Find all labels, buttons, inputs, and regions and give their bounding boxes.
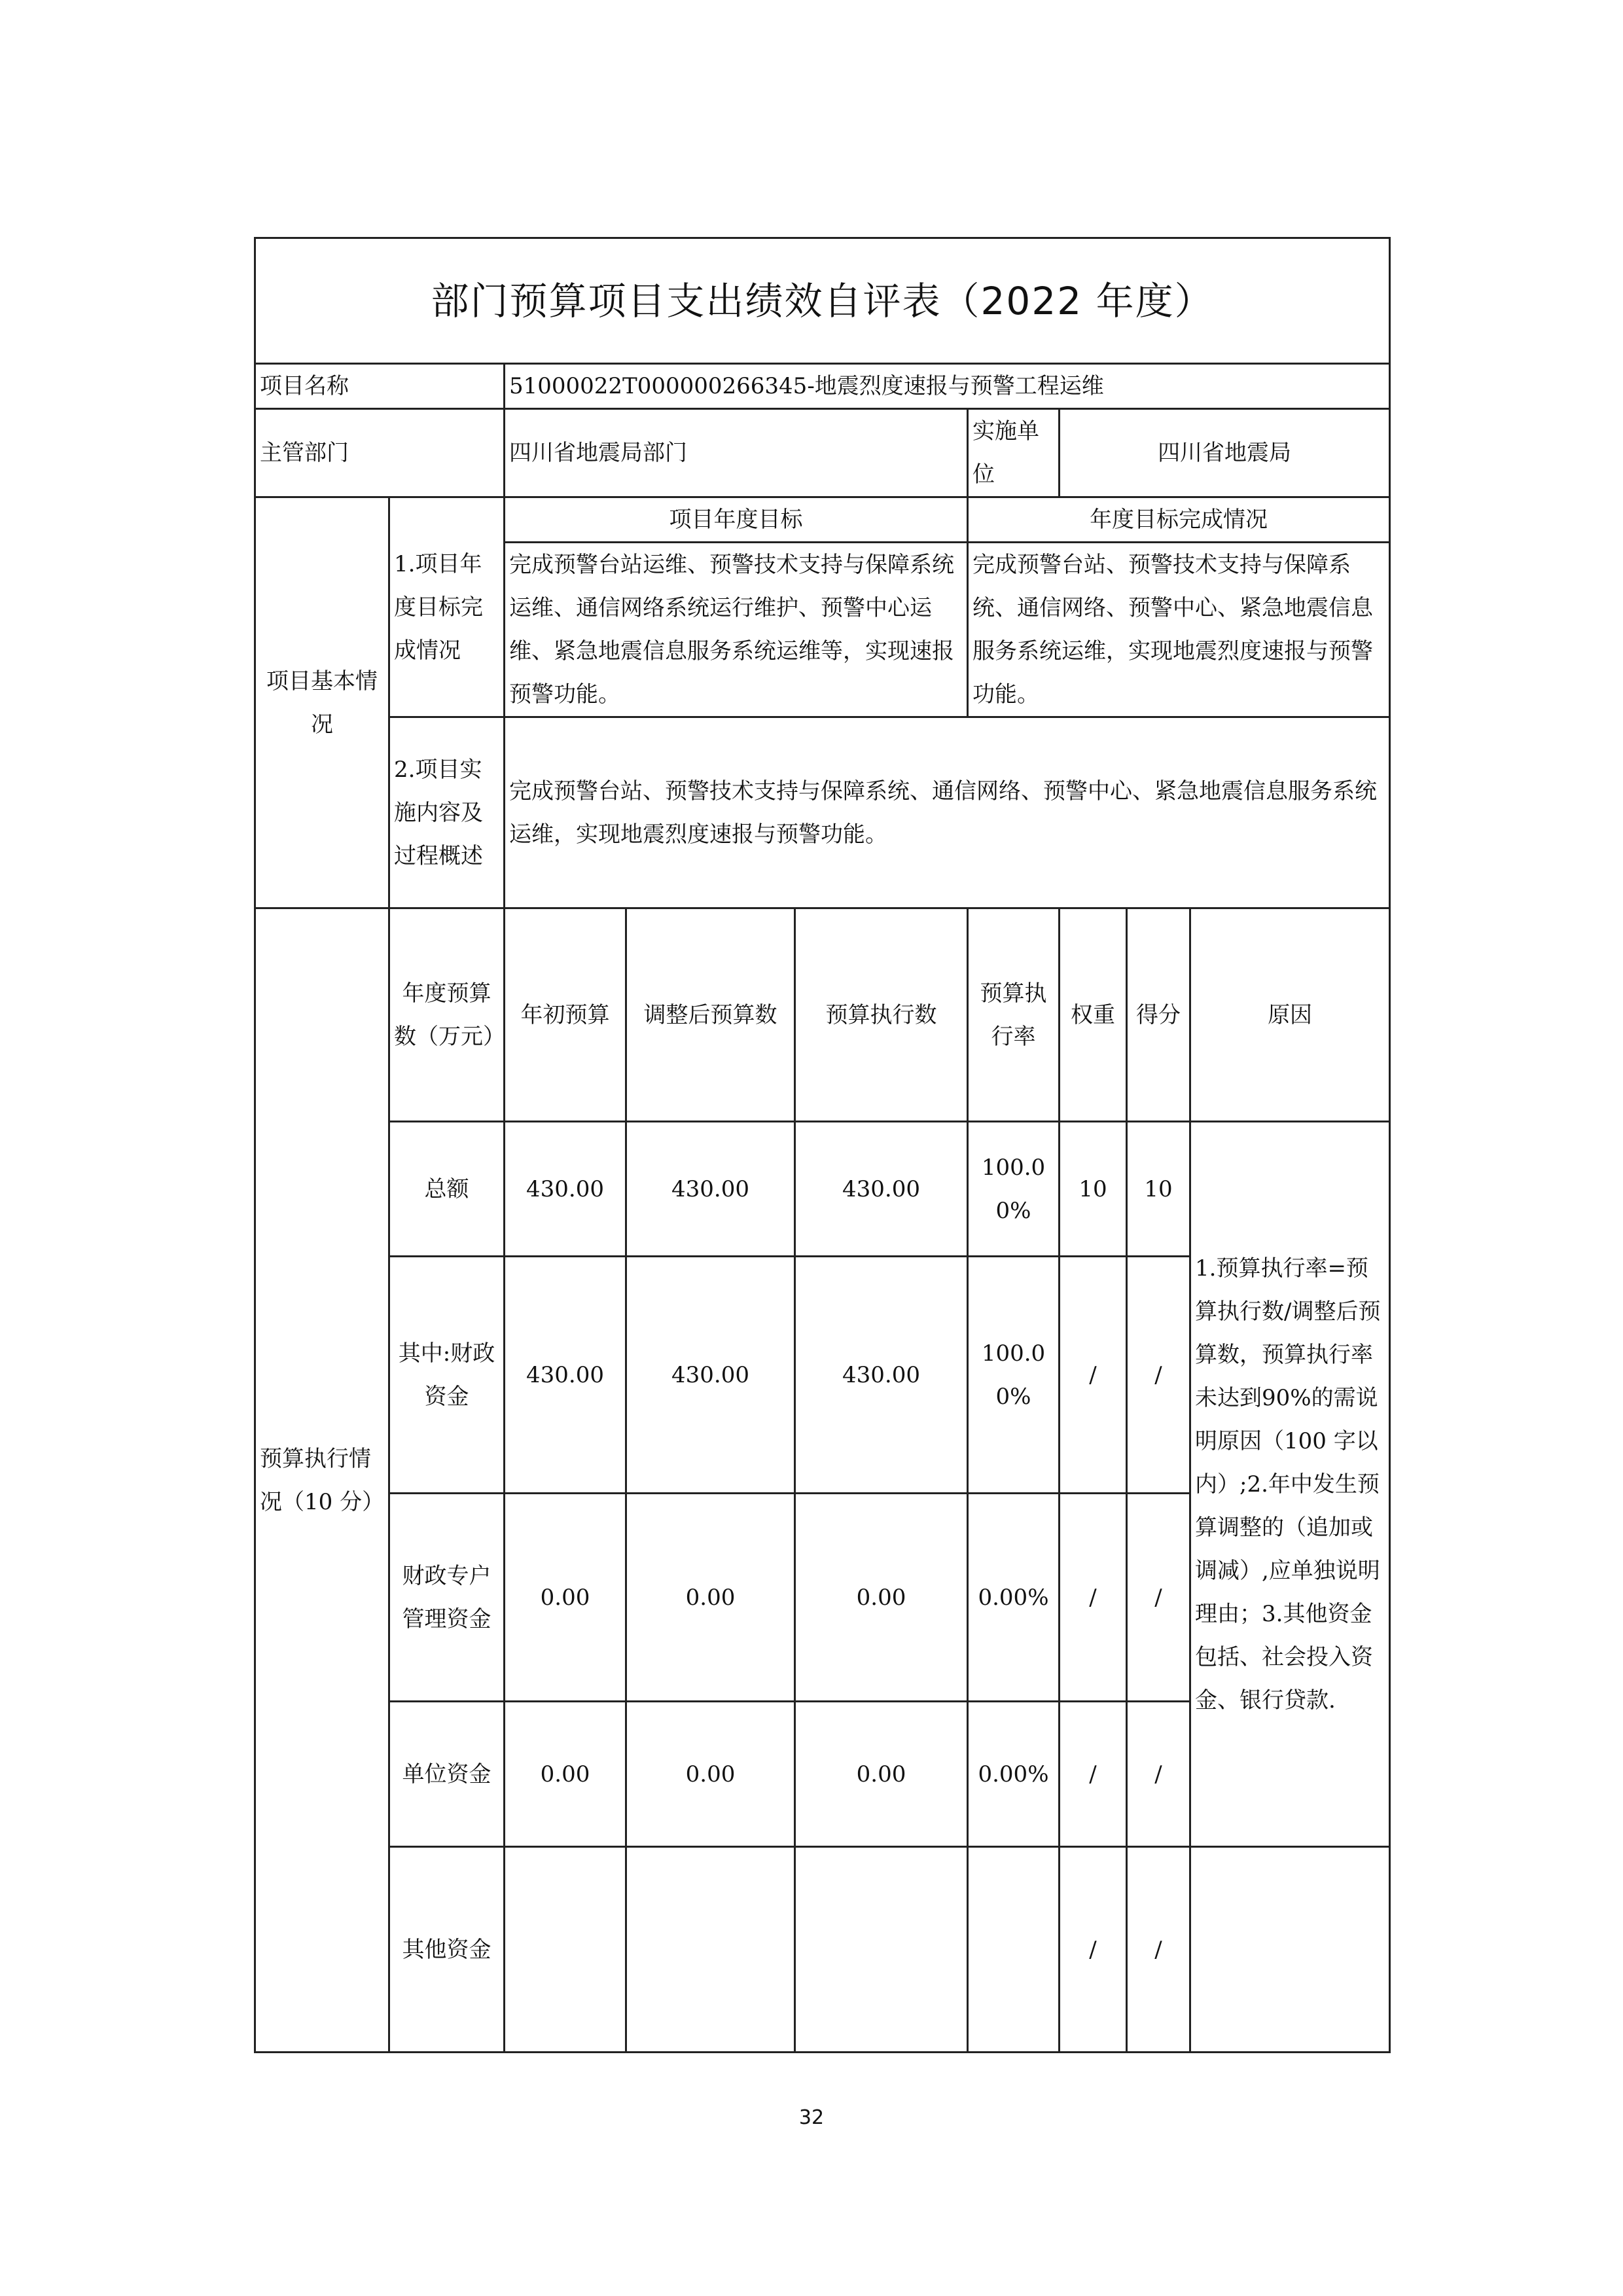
cell-executed: 430.00 bbox=[795, 1122, 968, 1257]
self-evaluation-table bbox=[254, 237, 1391, 2053]
goal-text: 完成预警台站运维、预警技术支持与保障系统运维、通信网络系统运行维护、预警中心运维、紧急地震信息服务系统运维等，实现速报预警功能。 bbox=[505, 543, 968, 717]
cell-score: / bbox=[1127, 1847, 1190, 2053]
row-label: 其他资金 bbox=[389, 1847, 505, 2053]
header-execution-rate: 预算执行率 bbox=[968, 908, 1060, 1122]
budget-section-label: 预算执行情况（10 分） bbox=[255, 908, 389, 2053]
header-executed-budget: 预算执行数 bbox=[795, 908, 968, 1122]
header-annual-budget: 年度预算数（万元） bbox=[389, 908, 505, 1122]
cell-initial: 0.00 bbox=[505, 1702, 626, 1847]
row-label: 财政专户管理资金 bbox=[389, 1494, 505, 1702]
cell-rate: 0.00% bbox=[968, 1702, 1060, 1847]
impl-unit-value: 四川省地震局 bbox=[1060, 409, 1390, 497]
cell-weight: / bbox=[1060, 1702, 1127, 1847]
cell-adjusted: 430.00 bbox=[626, 1257, 795, 1494]
cell-weight: / bbox=[1060, 1494, 1127, 1702]
impl-unit-label: 实施单位 bbox=[968, 409, 1060, 497]
completion-text: 完成预警台站、预警技术支持与保障系统、通信网络、预警中心、紧急地震信息服务系统运维，实现地震烈度速报与预警功能。 bbox=[968, 543, 1390, 717]
cell-initial bbox=[505, 1847, 626, 2053]
cell-adjusted: 0.00 bbox=[626, 1702, 795, 1847]
cell-score: 10 bbox=[1127, 1122, 1190, 1257]
cell-adjusted bbox=[626, 1847, 795, 2053]
cell-rate: 100.00% bbox=[968, 1122, 1060, 1257]
basic-info-label: 项目基本情况 bbox=[255, 497, 389, 908]
goal-header: 项目年度目标 bbox=[505, 497, 968, 543]
header-score: 得分 bbox=[1127, 908, 1190, 1122]
impl-content-text: 完成预警台站、预警技术支持与保障系统、通信网络、预警中心、紧急地震信息服务系统运维，实现地震烈度速报与预警功能。 bbox=[505, 717, 1390, 908]
table-row bbox=[255, 1122, 1390, 1257]
completion-header: 年度目标完成情况 bbox=[968, 497, 1390, 543]
cell-rate: 0.00% bbox=[968, 1494, 1060, 1702]
header-initial-budget: 年初预算 bbox=[505, 908, 626, 1122]
header-adjusted-budget: 调整后预算数 bbox=[626, 908, 795, 1122]
reason-text: 1.预算执行率=预算执行数/调整后预算数，预算执行率未达到90%的需说明原因（100 字以内）;2.年中发生预算调整的（追加或调减）,应单独说明理由；3.其他资金包括、社会投入资金、银行贷款. bbox=[1190, 1122, 1390, 1847]
cell-score: / bbox=[1127, 1702, 1190, 1847]
cell-executed: 0.00 bbox=[795, 1494, 968, 1702]
project-name-value: 51000022T000000266345-地震烈度速报与预警工程运维 bbox=[505, 364, 1390, 409]
dept-label: 主管部门 bbox=[255, 409, 505, 497]
cell-weight: / bbox=[1060, 1257, 1127, 1494]
cell-initial: 430.00 bbox=[505, 1122, 626, 1257]
cell-adjusted: 430.00 bbox=[626, 1122, 795, 1257]
cell-executed: 430.00 bbox=[795, 1257, 968, 1494]
cell-initial: 0.00 bbox=[505, 1494, 626, 1702]
cell-score: / bbox=[1127, 1257, 1190, 1494]
cell-rate bbox=[968, 1847, 1060, 2053]
dept-value: 四川省地震局部门 bbox=[505, 409, 968, 497]
cell-score: / bbox=[1127, 1494, 1190, 1702]
header-weight: 权重 bbox=[1060, 908, 1127, 1122]
table-row bbox=[255, 1847, 1390, 2053]
form-title: 部门预算项目支出绩效自评表（2022 年度） bbox=[255, 238, 1390, 364]
cell-weight: / bbox=[1060, 1847, 1127, 2053]
row-label: 其中:财政资金 bbox=[389, 1257, 505, 1494]
impl-content-label: 2.项目实施内容及过程概述 bbox=[389, 717, 505, 908]
goal-completion-label: 1.项目年度目标完成情况 bbox=[389, 497, 505, 717]
cell-weight: 10 bbox=[1060, 1122, 1127, 1257]
cell-executed bbox=[795, 1847, 968, 2053]
row-label: 总额 bbox=[389, 1122, 505, 1257]
cell-adjusted: 0.00 bbox=[626, 1494, 795, 1702]
cell-executed: 0.00 bbox=[795, 1702, 968, 1847]
cell-reason-empty bbox=[1190, 1847, 1390, 2053]
cell-initial: 430.00 bbox=[505, 1257, 626, 1494]
page-number: 32 bbox=[798, 2106, 825, 2129]
row-label: 单位资金 bbox=[389, 1702, 505, 1847]
project-name-label: 项目名称 bbox=[255, 364, 505, 409]
header-reason: 原因 bbox=[1190, 908, 1390, 1122]
cell-rate: 100.00% bbox=[968, 1257, 1060, 1494]
